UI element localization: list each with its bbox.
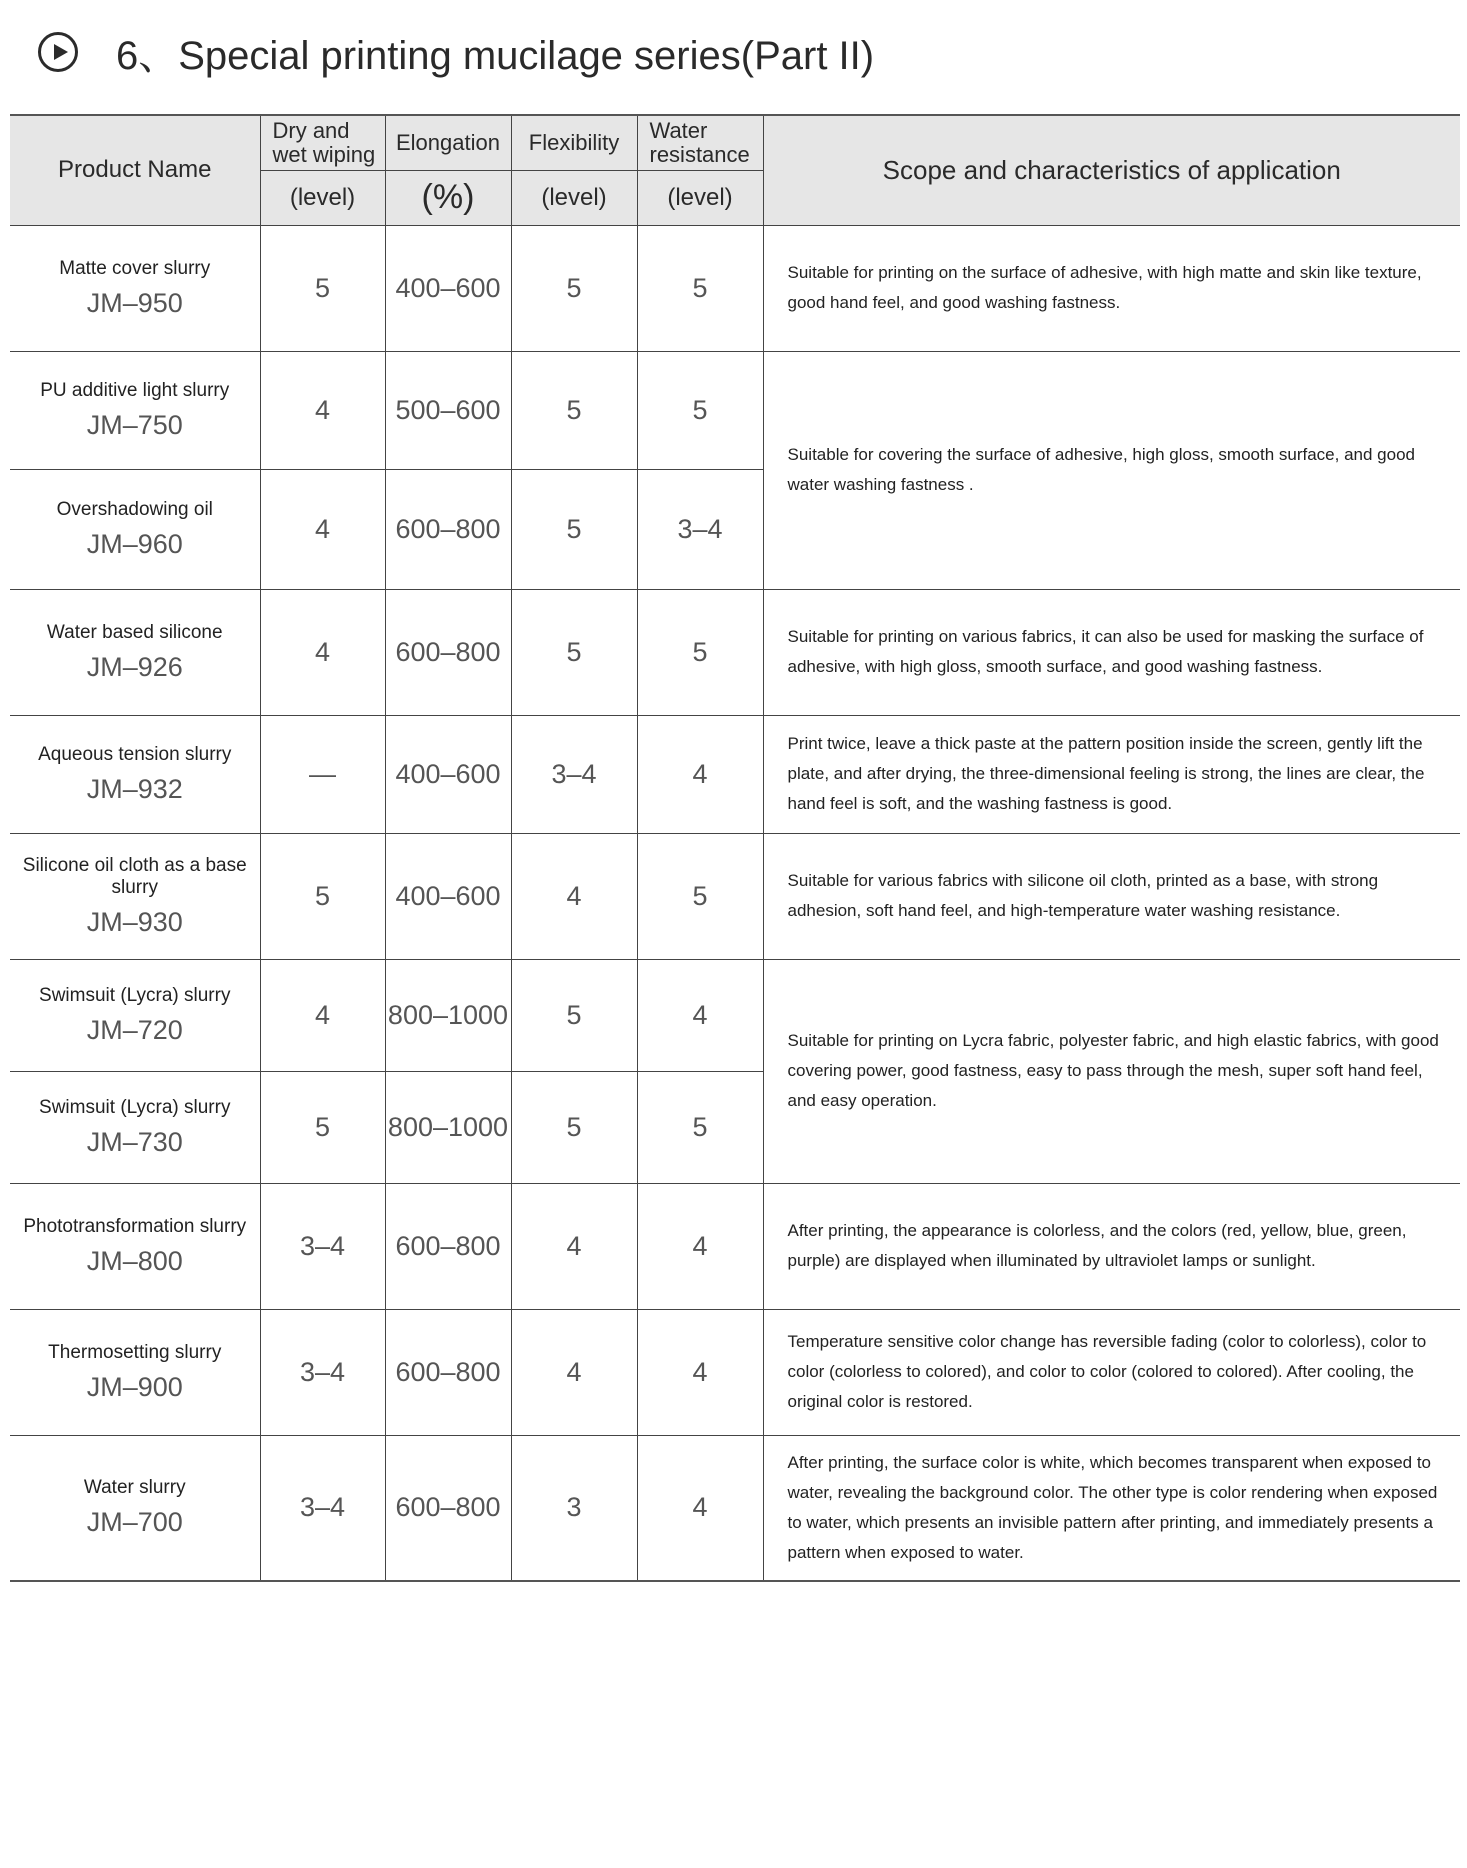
- flexibility-value: 4: [511, 1183, 637, 1309]
- table-row: [10, 715, 1460, 833]
- description-cell: Suitable for printing on the surface of adhesive, with high matte and skin like texture, good hand feel, and good washing fastness.: [763, 225, 1460, 351]
- header-flexibility: Flexibility: [511, 115, 637, 170]
- section-title: 6、Special printing mucilage series(Part II): [116, 33, 875, 78]
- description-cell: Suitable for printing on Lycra fabric, polyester fabric, and high elastic fabrics, with good covering power, good fastness, easy to pass through the mesh, super soft hand feel, and easy operation.: [763, 959, 1460, 1183]
- section-title-row: [38, 22, 874, 82]
- product-name-cell: [10, 1183, 260, 1309]
- description-cell: Suitable for various fabrics with silicone oil cloth, printed as a base, with strong adhesion, soft hand feel, and high-temperature water washing resistance.: [763, 833, 1460, 959]
- elongation-value: 600–800: [385, 469, 511, 589]
- product-name-cell: [10, 833, 260, 959]
- header-scope: Scope and characteristics of application: [763, 115, 1460, 225]
- table-row: [10, 589, 1460, 715]
- product-code: JM–930: [86, 906, 183, 937]
- product-code: JM–926: [86, 651, 183, 682]
- product-name: Silicone oil cloth as a base slurry: [22, 854, 247, 898]
- product-code: JM–800: [86, 1245, 183, 1276]
- water-resistance-value: 5: [637, 589, 763, 715]
- product-name: Swimsuit (Lycra) slurry: [39, 1096, 231, 1118]
- header-product-name: Product Name: [10, 115, 260, 225]
- flexibility-value: 3–4: [511, 715, 637, 833]
- header-elongation: Elongation: [385, 115, 511, 170]
- flexibility-value: 4: [511, 833, 637, 959]
- product-name-cell: [10, 1071, 260, 1183]
- product-name: Swimsuit (Lycra) slurry: [39, 984, 231, 1006]
- dry-wet-value: 4: [260, 959, 385, 1071]
- dry-wet-value: 5: [260, 833, 385, 959]
- product-spec-table: [10, 114, 1460, 1582]
- header-unit-level: (level): [637, 170, 763, 225]
- description-cell: Temperature sensitive color change has reversible fading (color to colorless), color to color (colorless to colored), and color to color (colored to colored). After cooling, the original color is restored.: [763, 1309, 1460, 1435]
- product-name-cell: [10, 1435, 260, 1581]
- elongation-value: 500–600: [385, 351, 511, 469]
- water-resistance-value: 5: [637, 1071, 763, 1183]
- header-water-resistance: Water resistance: [637, 115, 763, 170]
- water-resistance-value: 4: [637, 1309, 763, 1435]
- product-name-cell: [10, 589, 260, 715]
- water-resistance-value: 5: [637, 225, 763, 351]
- water-resistance-value: 4: [637, 1183, 763, 1309]
- dry-wet-value: 5: [260, 1071, 385, 1183]
- product-name: Overshadowing oil: [56, 498, 213, 520]
- product-name: Matte cover slurry: [59, 257, 211, 279]
- flexibility-value: 5: [511, 351, 637, 469]
- product-name-cell: [10, 715, 260, 833]
- water-resistance-value: 3–4: [637, 469, 763, 589]
- elongation-value: 600–800: [385, 1309, 511, 1435]
- elongation-value: 600–800: [385, 589, 511, 715]
- elongation-value: 400–600: [385, 225, 511, 351]
- header-unit-percent: (%): [385, 170, 511, 225]
- header-unit-level: (level): [511, 170, 637, 225]
- product-code: JM–960: [86, 528, 183, 559]
- flexibility-value: 3: [511, 1435, 637, 1581]
- flexibility-value: 5: [511, 1071, 637, 1183]
- product-code: JM–750: [86, 409, 183, 440]
- elongation-value: 400–600: [385, 715, 511, 833]
- table-row: [10, 833, 1460, 959]
- product-name-cell: [10, 351, 260, 469]
- product-code: JM–730: [86, 1126, 183, 1157]
- product-name-cell: [10, 959, 260, 1071]
- header-unit-level: (level): [260, 170, 385, 225]
- product-name: Water slurry: [83, 1477, 186, 1499]
- table-row: [10, 959, 1460, 1071]
- water-resistance-value: 5: [637, 351, 763, 469]
- table-row: [10, 1309, 1460, 1435]
- product-code: JM–720: [86, 1014, 183, 1045]
- flexibility-value: 5: [511, 469, 637, 589]
- water-resistance-value: 4: [637, 715, 763, 833]
- product-name-cell: [10, 225, 260, 351]
- elongation-value: 600–800: [385, 1435, 511, 1581]
- dry-wet-value: 5: [260, 225, 385, 351]
- product-name: Phototransformation slurry: [23, 1215, 247, 1237]
- dry-wet-value: 4: [260, 589, 385, 715]
- product-code: JM–932: [86, 773, 183, 804]
- table-row: [10, 225, 1460, 351]
- product-name: Thermosetting slurry: [48, 1341, 222, 1363]
- description-cell: After printing, the appearance is colorless, and the colors (red, yellow, blue, green, purple) are displayed when illuminated by ultraviolet lamps or sunlight.: [763, 1183, 1460, 1309]
- elongation-value: 800–1000: [385, 959, 511, 1071]
- description-cell: Suitable for printing on various fabrics, it can also be used for masking the surface of adhesive, with high gloss, smooth surface, and good washing fastness.: [763, 589, 1460, 715]
- elongation-value: 600–800: [385, 1183, 511, 1309]
- elongation-value: 800–1000: [385, 1071, 511, 1183]
- description-cell: Suitable for covering the surface of adhesive, high gloss, smooth surface, and good water washing fastness .: [763, 351, 1460, 589]
- table-row: [10, 1435, 1460, 1581]
- dry-wet-value: —: [260, 715, 385, 833]
- product-code: JM–950: [86, 287, 183, 318]
- dry-wet-value: 4: [260, 351, 385, 469]
- product-name-cell: [10, 1309, 260, 1435]
- product-code: JM–700: [86, 1507, 183, 1538]
- header-dry-wet: Dry and wet wiping: [260, 115, 385, 170]
- product-name: Aqueous tension slurry: [38, 743, 232, 765]
- flexibility-value: 4: [511, 1309, 637, 1435]
- dry-wet-value: 3–4: [260, 1435, 385, 1581]
- dry-wet-value: 3–4: [260, 1183, 385, 1309]
- product-code: JM–900: [86, 1371, 183, 1402]
- dry-wet-value: 3–4: [260, 1309, 385, 1435]
- water-resistance-value: 4: [637, 959, 763, 1071]
- table-row: [10, 351, 1460, 469]
- description-cell: After printing, the surface color is white, which becomes transparent when exposed to water, revealing the background color. The other type is color rendering when exposed to water, which presents an invisible pattern after printing, and immediately presents a pattern when exposed to water.: [763, 1435, 1460, 1581]
- table-row: [10, 1183, 1460, 1309]
- flexibility-value: 5: [511, 589, 637, 715]
- description-cell: Print twice, leave a thick paste at the pattern position inside the screen, gently lift the plate, and after drying, the three-dimensional feeling is strong, the lines are clear, the hand feel is soft, and the washing fastness is good.: [763, 715, 1460, 833]
- dry-wet-value: 4: [260, 469, 385, 589]
- product-name: PU additive light slurry: [40, 379, 230, 401]
- flexibility-value: 5: [511, 225, 637, 351]
- elongation-value: 400–600: [385, 833, 511, 959]
- play-circle-icon: [38, 32, 78, 72]
- product-name-cell: [10, 469, 260, 589]
- flexibility-value: 5: [511, 959, 637, 1071]
- water-resistance-value: 4: [637, 1435, 763, 1581]
- water-resistance-value: 5: [637, 833, 763, 959]
- product-name: Water based silicone: [46, 621, 223, 643]
